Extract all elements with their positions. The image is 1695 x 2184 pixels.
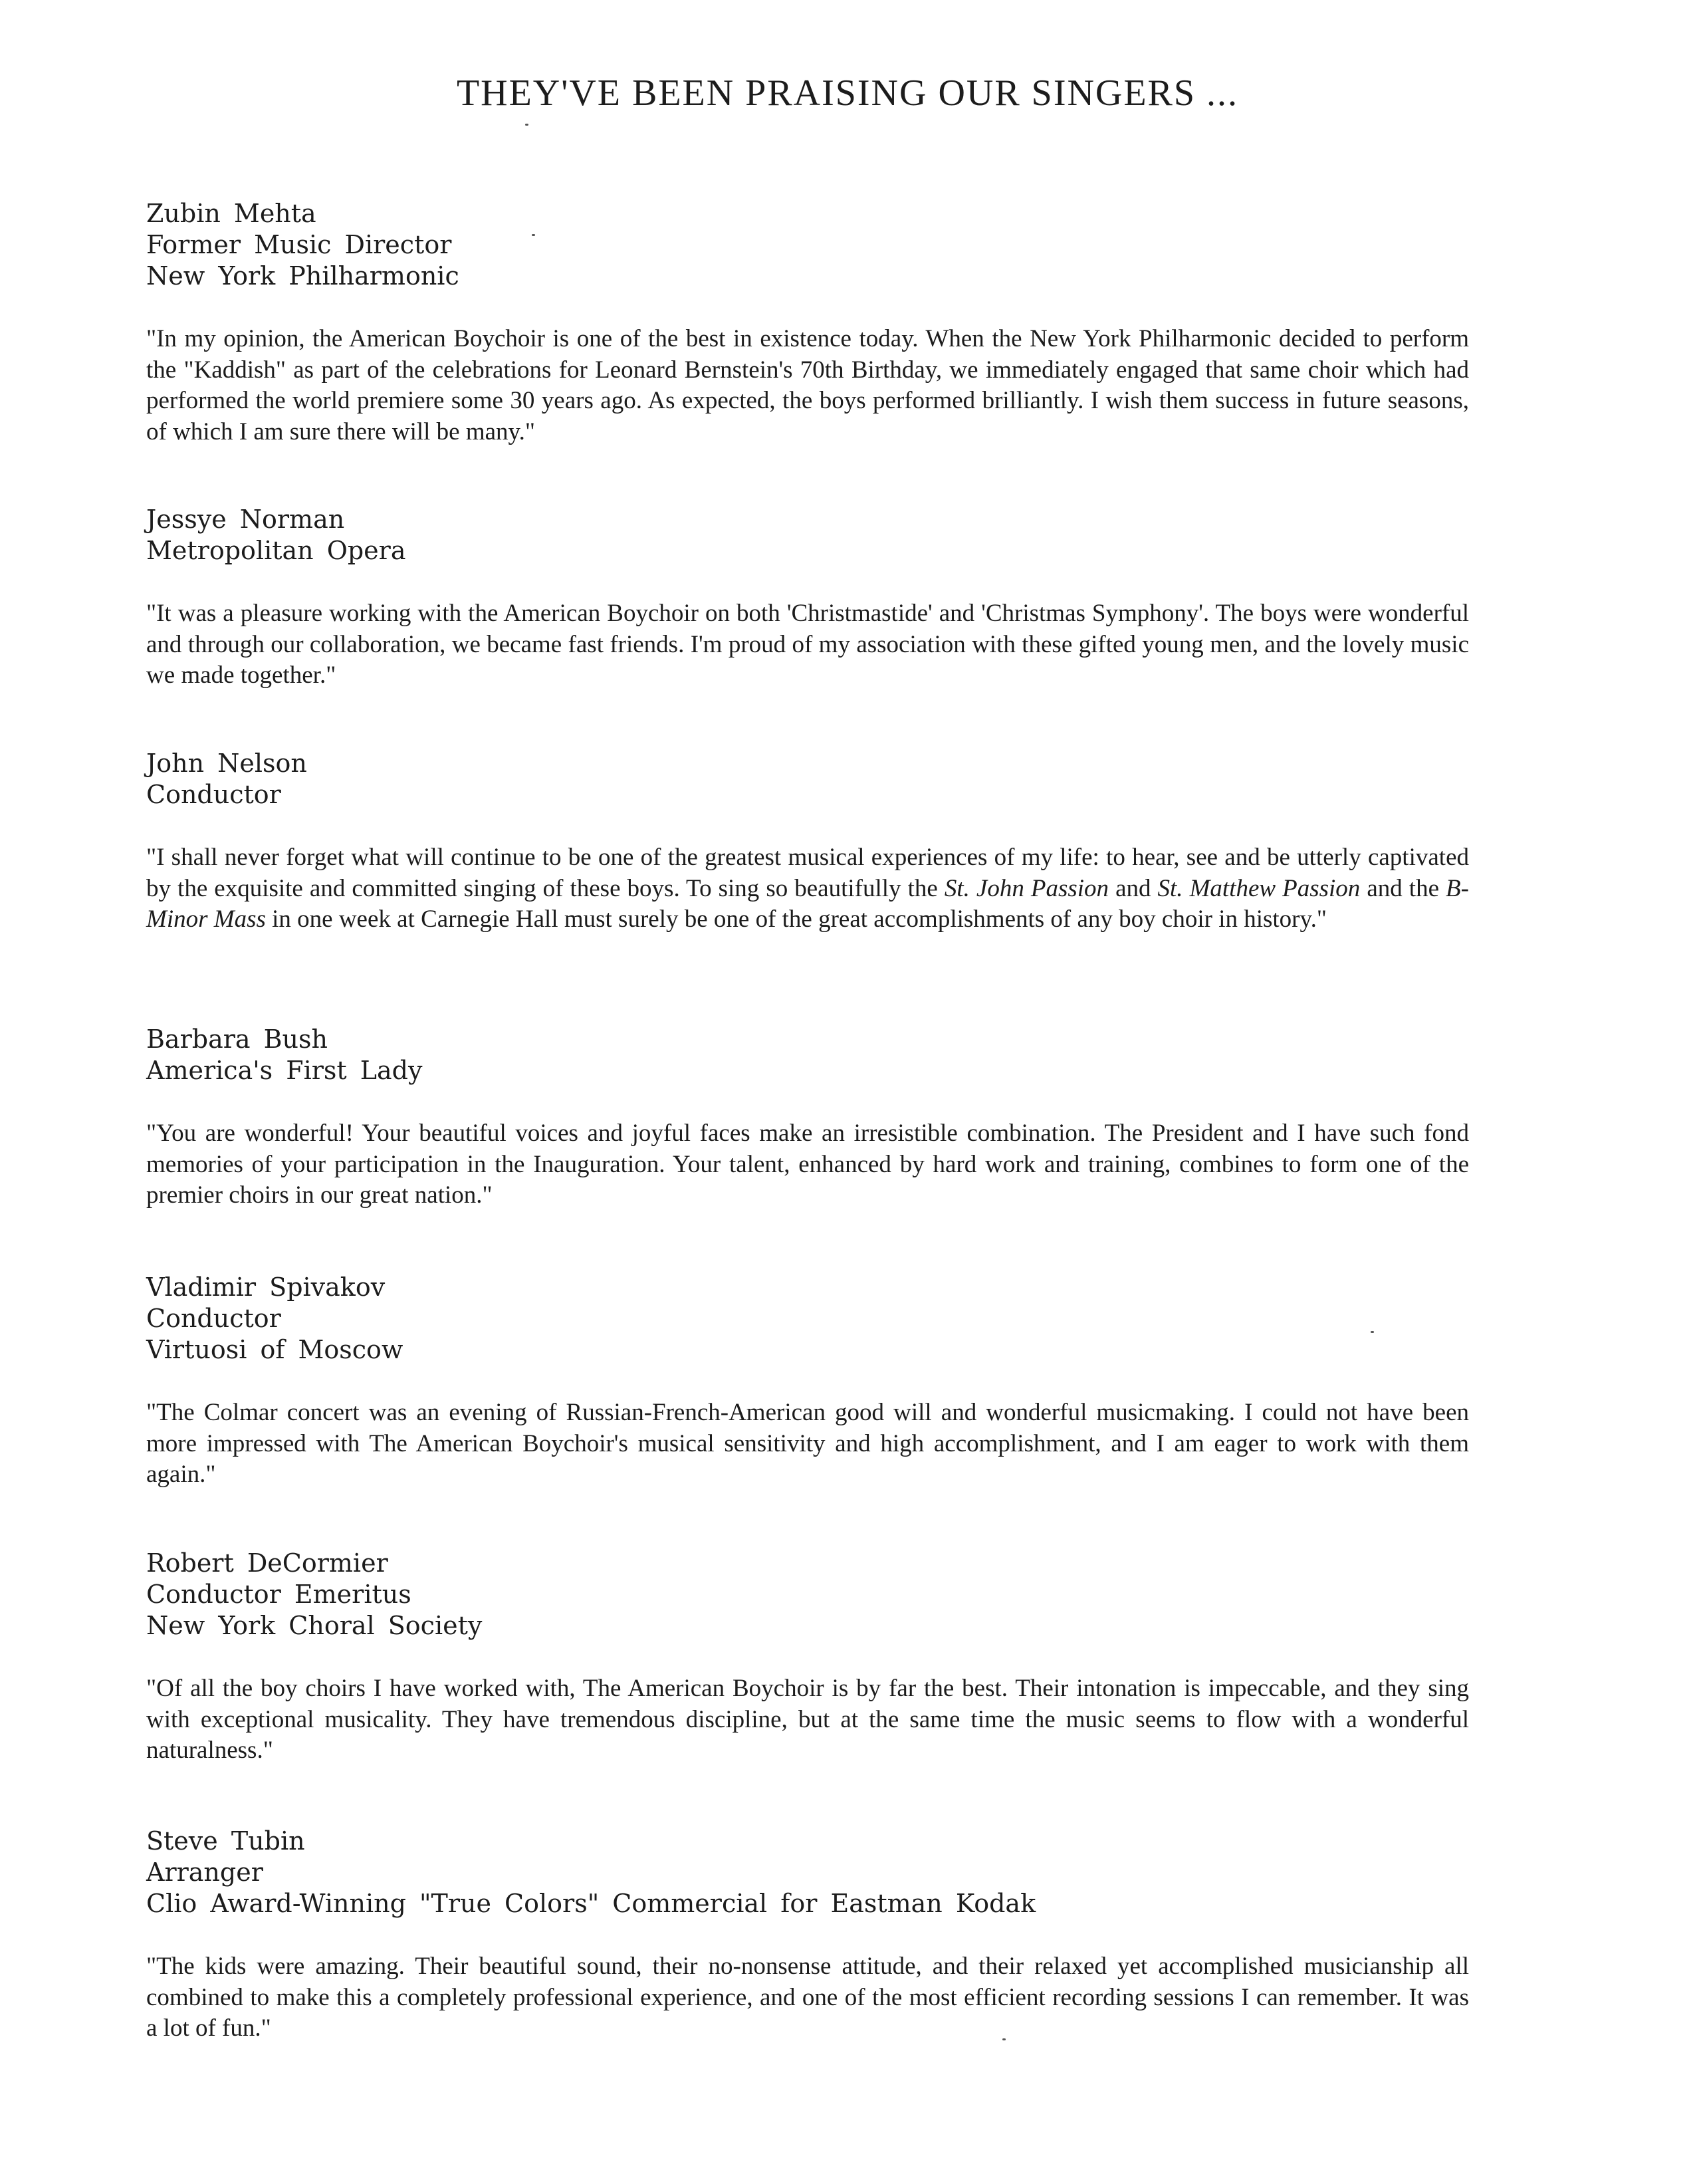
page-title: THEY'VE BEEN PRAISING OUR SINGERS ... (456, 72, 1239, 114)
scan-speck (1371, 1331, 1374, 1333)
quote-text: "It was a pleasure working with the American Boychoir on both 'Christmastide' and 'Christmas Symphony'. The boys were wonderful and through our collaboration, we became fast friends. I'm proud of my association with these gifted young men, and the lovely music we made together." (146, 600, 1469, 689)
attribution (146, 504, 1469, 566)
quote-text: "Of all the boy choirs I have worked with, The American Boychoir is by far the best. Their intonation is impeccable, and they sing with exceptional musicality. They have tremendous discipline, but at the same time the music seems to flow with a wonderful naturalness." (146, 1675, 1469, 1764)
attribution (146, 198, 1469, 292)
work-title-st-john-passion: St. John Passion (944, 874, 1109, 902)
testimonial-robert-decormier (146, 1548, 1469, 1766)
work-title-st-matthew-passion: St. Matthew Passion (1157, 874, 1361, 902)
person-title: Arranger (146, 1858, 263, 1887)
person-name: Vladimir Spivakov (146, 1273, 386, 1302)
person-organization: Metropolitan Opera (146, 536, 406, 565)
quote-part: "I shall never forget what will continue to be one of the greatest musical experiences of my life: to hear, see and be utterly captivated by the exquisite and committed singing of these boys. To sing so beautifully the (146, 844, 1469, 902)
attribution (146, 748, 1469, 810)
person-organization: New York Choral Society (146, 1611, 483, 1640)
person-title: Conductor (146, 1304, 281, 1333)
person-title: Former Music Director (146, 230, 452, 259)
person-organization: New York Philharmonic (146, 261, 459, 291)
person-name: Zubin Mehta (146, 199, 316, 228)
quote-part: and the (1360, 874, 1446, 902)
quote-text: "You are wonderful! Your beautiful voices and joyful faces make an irresistible combination. The President and I have such fond memories of your participation in the Inauguration. Your talent, enhanced by hard work and training, combines to form one of the premier choirs in our great nation." (146, 1120, 1469, 1209)
attribution (146, 1826, 1469, 1919)
testimonial-barbara-bush (146, 1024, 1469, 1211)
testimonial-jessye-norman (146, 504, 1469, 691)
quote-text: "The kids were amazing. Their beautiful sound, their no-nonsense attitude, and their relaxed yet accomplished musicianship all combined to make this a completely professional experience, and one of the most efficient recording sessions I can remember. It was a lot of fun." (146, 1953, 1469, 2042)
attribution (146, 1024, 1469, 1086)
person-name: Jessye Norman (146, 505, 345, 534)
person-name: Barbara Bush (146, 1025, 328, 1054)
scan-speck (532, 234, 535, 236)
testimonial-vladimir-spivakov (146, 1272, 1469, 1491)
scan-speck (525, 124, 528, 126)
quote-text (146, 842, 1469, 935)
attribution (146, 1548, 1469, 1641)
person-title: Conductor Emeritus (146, 1580, 411, 1609)
person-project: Clio Award-Winning "True Colors" Commercial for Eastman Kodak (146, 1889, 1036, 1918)
quote-part: in one week at Carnegie Hall must surely be one of the great accomplishments of any boy choir in history." (265, 906, 1327, 933)
scan-speck (1002, 2038, 1006, 2040)
person-title: America's First Lady (146, 1056, 423, 1085)
quote-text: "In my opinion, the American Boychoir is one of the best in existence today. When the New York Philharmonic decided to perform the "Kaddish" as part of the celebrations for Leonard Bernstein's 70th Birthday, we immediately engaged that same choir which had performed the world premiere some 30 years ago. As expected, the boys performed brilliantly. I wish them success in future seasons, of which I am sure there will be many." (146, 325, 1469, 445)
quote-part: and (1109, 874, 1158, 902)
testimonial-john-nelson (146, 748, 1469, 935)
person-title: Conductor (146, 780, 281, 809)
person-name: Robert DeCormier (146, 1548, 388, 1578)
testimonial-zubin-mehta (146, 198, 1469, 447)
testimonial-steve-tubin (146, 1826, 1469, 2044)
attribution (146, 1272, 1469, 1366)
work-title-b-minor-mass: B-Minor Mass (146, 874, 1469, 933)
person-name: Steve Tubin (146, 1826, 305, 1856)
person-name: John Nelson (146, 749, 307, 778)
person-organization: Virtuosi of Moscow (146, 1335, 403, 1364)
quote-text: "The Colmar concert was an evening of Russian-French-American good will and wonderful musicmaking. I could not have been more impressed with The American Boychoir's musical sensitivity and high accomplishment, and I am eager to work with them again." (146, 1399, 1469, 1488)
